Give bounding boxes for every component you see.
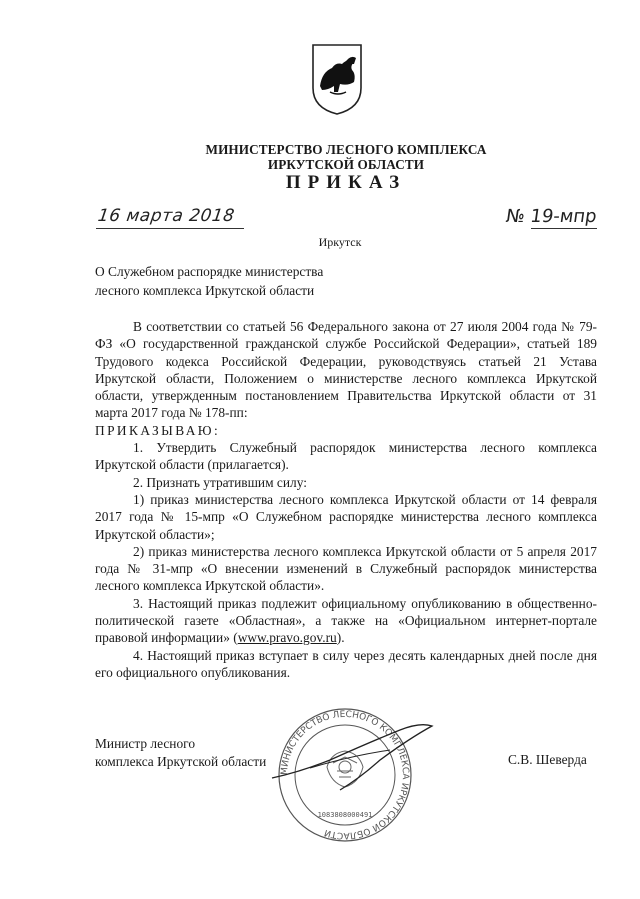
ministry-name-line2: ИРКУТСКОЙ ОБЛАСТИ (267, 157, 425, 172)
subject-line1: О Служебном распорядке министерства (95, 264, 324, 279)
svg-text:МИНИСТЕРСТВО ЛЕСНОГО КОМПЛЕКСА: МИНИСТЕРСТВО ЛЕСНОГО КОМПЛЕКСА ИРКУТСКОЙ ОБЛАСТИ (279, 709, 411, 841)
handwritten-date: 16 марта 2018 (96, 206, 236, 226)
coat-of-arms-icon (310, 42, 364, 116)
order-word: ПРИКАЗЫВАЮ: (95, 422, 221, 438)
signatory-role-line2: комплекса Иркутской области (95, 754, 267, 769)
order-item-2: 2. Признать утратившим силу: (133, 474, 307, 490)
city-name: Иркутск (318, 235, 362, 249)
number-underline (531, 228, 597, 229)
pravo-gov-link[interactable]: www.pravo.gov.ru (237, 630, 337, 646)
order-item-3-text: 3. Настоящий приказ подлежит официальному опубликованию в общественно-политической газете «Областная», а также на «Официальном интернет-портале правовой информации» ( (95, 595, 597, 646)
order-item-2-1: 1) приказ министерства лесного комплекса Иркутской области от 14 февраля 2017 года № 15-мпр «О Служебном распорядке министерства лесного комплекса Иркутской области»; (95, 491, 597, 542)
order-item-3 (95, 595, 597, 647)
signatory-role-line1: Министр лесного (95, 736, 196, 751)
document-type-title: ПРИКАЗ (285, 172, 407, 193)
subject-line2: лесного комплекса Иркутской области (95, 283, 315, 298)
order-body (95, 318, 597, 681)
handwritten-signature (270, 720, 440, 800)
signatory-name: С.В. Шеверда (508, 752, 587, 767)
order-item-1: 1. Утвердить Служебный распорядок министерства лесного комплекса Иркутской области (прилагается). (95, 440, 597, 473)
order-subject (95, 262, 323, 300)
signatory-role (95, 735, 266, 771)
svg-text:1083808000491: 1083808000491 (317, 811, 373, 819)
date-underline (96, 228, 244, 229)
order-item-4: 4. Настоящий приказ вступает в силу через десять календарных дней после дня его официального опубликования. (95, 647, 597, 680)
order-item-2-2: 2) приказ министерства лесного комплекса Иркутской области от 5 апреля 2017 года № 31-мпр «О внесении изменений в Служебный распорядок министерства лесного комплекса Иркутской области». (95, 543, 597, 594)
preamble-paragraph: В соответствии со статьей 56 Федерального закона от 27 июля 2004 года № 79-ФЗ «О государственной гражданской службе Российской Федерации», статьей 189 Трудового кодекса Российской Федерации, руководствуясь статьей 21 Устава Иркутской области, Положением о министерстве лесного комплекса Иркутской области, утвержденным постановлением Правительства Иркутской области от 31 марта 2017 года № 178-пп: (95, 319, 597, 421)
order-item-3-end: ). (336, 630, 345, 646)
handwritten-order-number: № 19-мпр (504, 206, 599, 227)
ministry-name-line1: МИНИСТЕРСТВО ЛЕСНОГО КОМПЛЕКСА (205, 142, 487, 157)
